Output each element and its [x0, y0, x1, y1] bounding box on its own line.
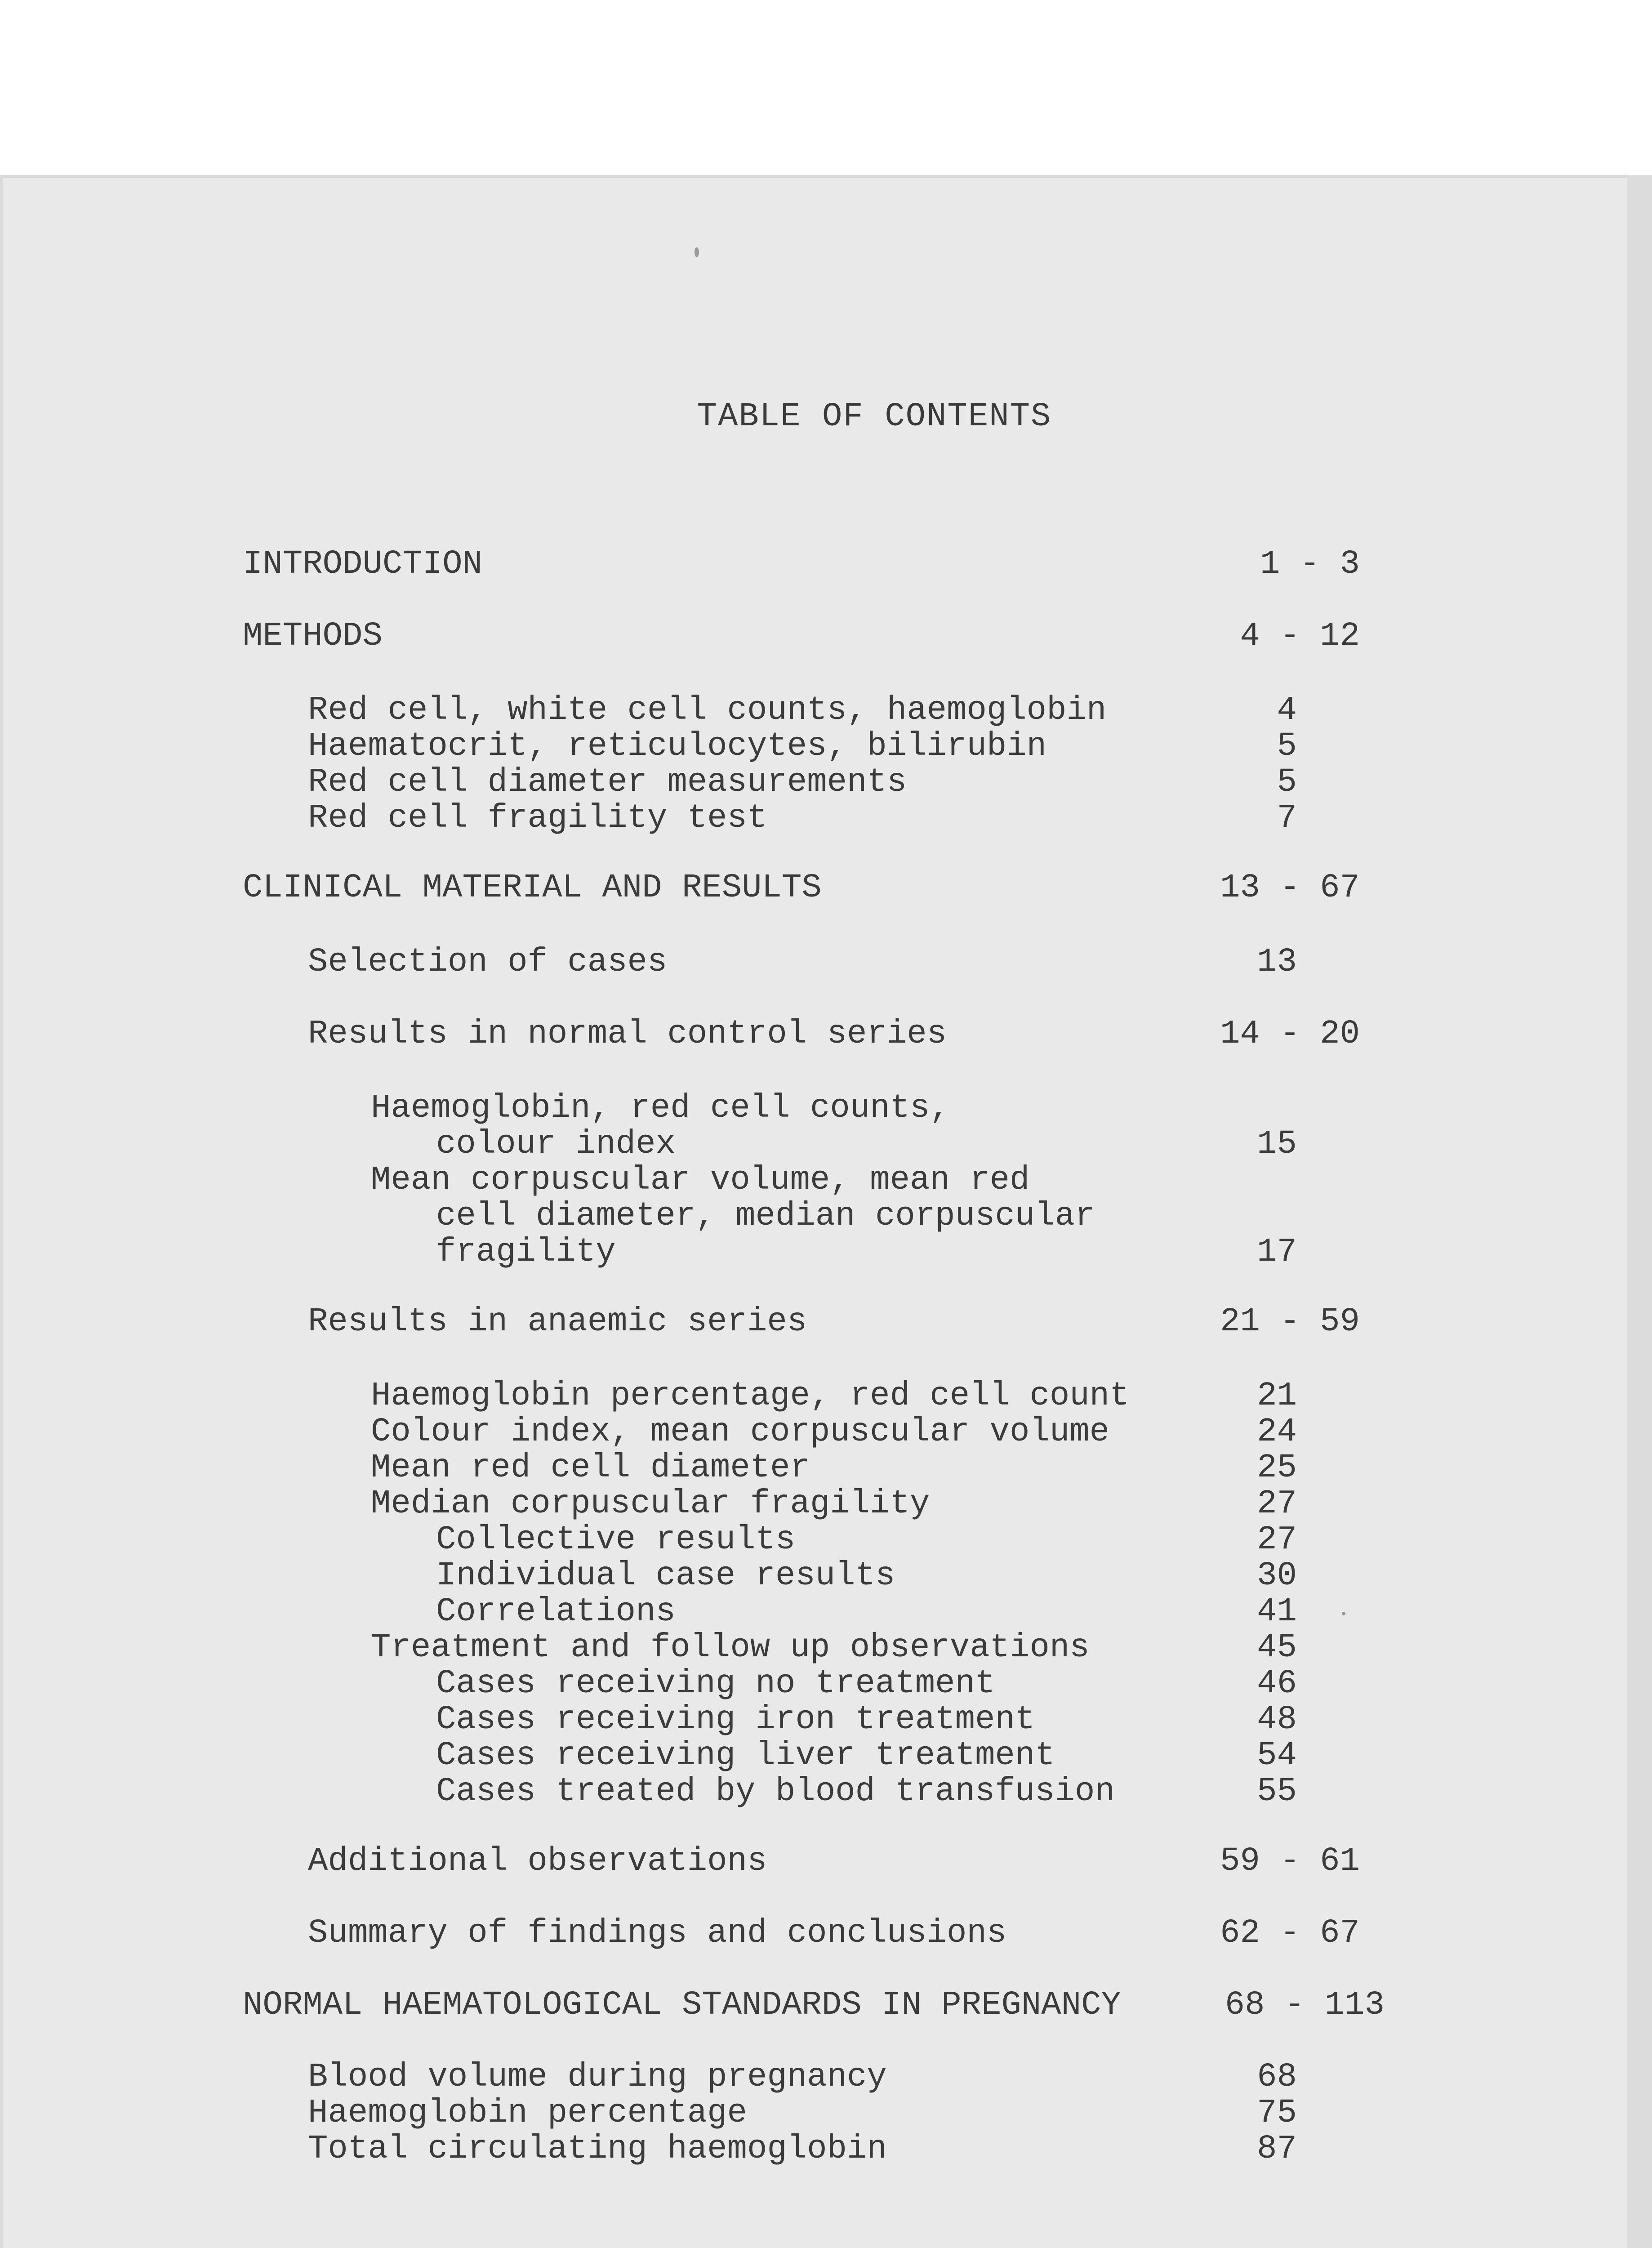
toc-entry: Cases receiving no treatment: [436, 1665, 995, 1703]
toc-entry: Treatment and follow up observations: [371, 1629, 1090, 1667]
speck-mark: [1342, 1612, 1345, 1615]
toc-page-range: 68 - 113: [1225, 1986, 1385, 2024]
toc-page-number: 5: [1277, 763, 1297, 801]
toc-page-number: 87: [1257, 2130, 1297, 2168]
toc-entry: Summary of findings and conclusions: [308, 1914, 1007, 1952]
toc-page-number: 45: [1257, 1629, 1297, 1667]
toc-entry: Haematocrit, reticulocytes, bilirubin: [308, 727, 1047, 765]
toc-page-number: 25: [1257, 1449, 1297, 1487]
toc-page-number: 46: [1257, 1665, 1297, 1703]
toc-entry: Haemoglobin, red cell counts,: [371, 1089, 950, 1127]
toc-page-number: 15: [1257, 1125, 1297, 1163]
toc-page-range: 14 - 20: [1220, 1015, 1360, 1053]
page-edge-shadow: [1627, 175, 1652, 2248]
toc-entry: Cases receiving iron treatment: [436, 1701, 1035, 1739]
toc-entry: Haemoglobin percentage: [308, 2094, 747, 2132]
toc-entry: colour index: [436, 1125, 676, 1163]
toc-entry: fragility: [436, 1233, 616, 1271]
toc-entry: Total circulating haemoglobin: [308, 2130, 887, 2168]
toc-page-number: 41: [1257, 1593, 1297, 1631]
toc-page-range: 21 - 59: [1220, 1303, 1360, 1341]
toc-page-number: 4: [1277, 691, 1297, 729]
toc-page-number: 54: [1257, 1737, 1297, 1775]
toc-entry: Mean corpuscular volume, mean red: [371, 1161, 1030, 1199]
toc-entry: Selection of cases: [308, 943, 668, 981]
toc-page-number: 13: [1257, 943, 1297, 981]
toc-page-number: 21: [1257, 1377, 1297, 1415]
toc-entry-introduction: INTRODUCTION: [243, 545, 482, 583]
toc-page-number: 27: [1257, 1485, 1297, 1523]
toc-entry: cell diameter, median corpuscular: [436, 1197, 1095, 1235]
toc-entry: Individual case results: [436, 1557, 895, 1595]
toc-page-number: 17: [1257, 1233, 1297, 1271]
toc-entry: Cases receiving liver treatment: [436, 1737, 1055, 1775]
toc-page-number: 24: [1257, 1413, 1297, 1451]
toc-page-number: 75: [1257, 2094, 1297, 2132]
toc-page-number: 68: [1257, 2058, 1297, 2096]
toc-page-range: 4 - 12: [1240, 617, 1360, 655]
toc-entry: Blood volume during pregnancy: [308, 2058, 887, 2096]
toc-entry: Cases treated by blood transfusion: [436, 1773, 1115, 1811]
toc-entry: Haemoglobin percentage, red cell count: [371, 1377, 1130, 1415]
toc-entry: Correlations: [436, 1593, 676, 1631]
toc-entry: Colour index, mean corpuscular volume: [371, 1413, 1110, 1451]
toc-entry: Median corpuscular fragility: [371, 1485, 930, 1523]
toc-entry-clinical-material: CLINICAL MATERIAL AND RESULTS: [243, 869, 822, 907]
toc-entry: Collective results: [436, 1521, 796, 1559]
toc-entry: Red cell diameter measurements: [308, 763, 907, 801]
toc-entry: Red cell, white cell counts, haemoglobin: [308, 691, 1107, 729]
page-title: TABLE OF CONTENTS: [697, 398, 1052, 436]
toc-entry: Results in normal control series: [308, 1015, 947, 1053]
toc-page-number: 7: [1277, 799, 1297, 837]
toc-page-range: 62 - 67: [1220, 1914, 1360, 1952]
speck-mark: [695, 247, 699, 257]
toc-entry: Additional observations: [308, 1842, 767, 1880]
toc-page-number: 55: [1257, 1773, 1297, 1811]
toc-page-number: 27: [1257, 1521, 1297, 1559]
toc-page-range: 1 - 3: [1260, 545, 1360, 583]
toc-page-number: 5: [1277, 727, 1297, 765]
toc-entry-normal-standards: NORMAL HAEMATOLOGICAL STANDARDS IN PREGNANCY: [243, 1986, 1121, 2024]
toc-entry: Red cell fragility test: [308, 799, 767, 837]
toc-page-range: 59 - 61: [1220, 1842, 1360, 1880]
toc-page-number: 30: [1257, 1557, 1297, 1595]
toc-page-range: 13 - 67: [1220, 869, 1360, 907]
toc-entry-methods: METHODS: [243, 617, 383, 655]
toc-entry: Results in anaemic series: [308, 1303, 807, 1341]
toc-page-number: 48: [1257, 1701, 1297, 1739]
toc-entry: Mean red cell diameter: [371, 1449, 810, 1487]
